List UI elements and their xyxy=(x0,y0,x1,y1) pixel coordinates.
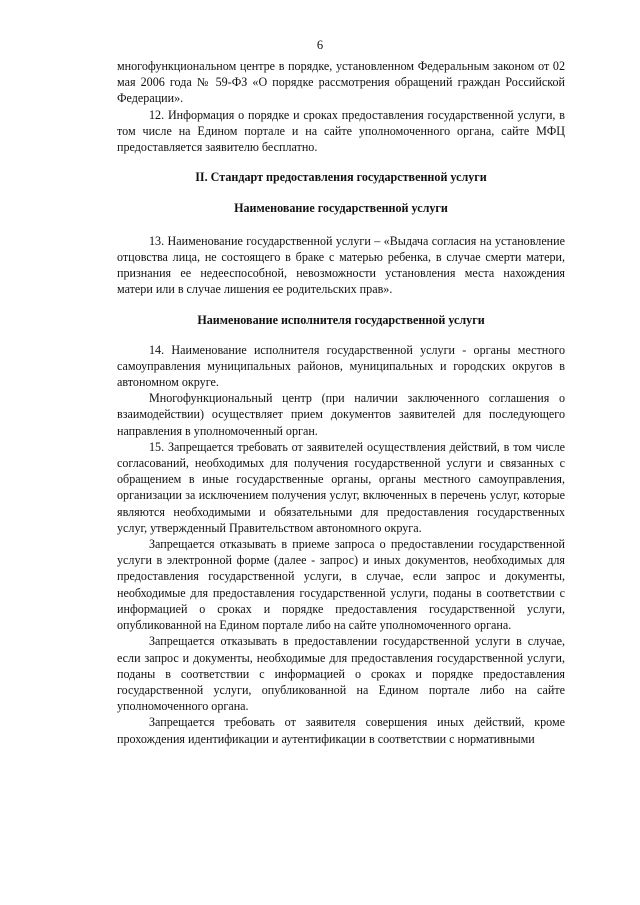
paragraph-13: 13. Наименование государственной услуги – «Выдача согласия на установление отцовства лица, не состоящего в браке с матерью ребенка, в случае смерти матери, признания ее недееспособной, невозможности установления места нахождения матери или в случае лишения ее родительских прав». xyxy=(117,233,565,297)
paragraph-identification: Запрещается требовать от заявителя совершения иных действий, кроме прохождения идентификации и аутентификации в соответствии с нормативными xyxy=(117,715,565,746)
section-heading: II. Стандарт предоставления государственной услуги xyxy=(195,170,487,185)
paragraph-refusal-service: Запрещается отказывать в предоставлении государственной услуги в случае, если запрос и документы, необходимые для предоставления государственной услуги, поданы в соответствии с информацией о сроках и порядке предоставления государственной услуги, опубликованной на Едином портале либо на сайте уполномоченного органа. xyxy=(117,634,565,714)
paragraph-14: 14. Наименование исполнителя государственной услуги - органы местного самоуправления муниципальных районов, муниципальных и городских округов в автономном округе. xyxy=(117,342,565,390)
paragraph-continuation: многофункциональном центре в порядке, установленном Федеральным законом от 02 мая 2006 года № 59-ФЗ «О порядке рассмотрения обращений граждан Российской Федерации». xyxy=(117,59,565,106)
paragraph-refusal-request: Запрещается отказывать в приеме запроса о предоставлении государственной услуги в электронной форме (далее - запрос) и иных документов, необходимых для предоставления государственной услуги, в случае, если запрос и документы, необходимые для предоставления государственной услуги, поданы в соответствии с информацией о сроках и порядке предоставления государственной услуги, опубликованной на Едином портале либо на сайте уполномоченного органа. xyxy=(117,537,565,633)
page-number: 6 xyxy=(316,38,324,52)
subheading-service-executor: Наименование исполнителя государственной услуги xyxy=(197,313,485,328)
paragraph-mfc: Многофункциональный центр (при наличии заключенного соглашения о взаимодействии) осуществляет прием документов заявителей для последующего направления в уполномоченный орган. xyxy=(117,391,565,438)
paragraph-12: 12. Информация о порядке и сроках предоставления государственной услуги, в том числе на Едином портале и на сайте уполномоченного органа, сайте МФЦ предоставляется заявителю бесплатно. xyxy=(117,107,565,155)
paragraph-15: 15. Запрещается требовать от заявителей осуществления действий, в том числе согласований, необходимых для получения государственной услуги и связанных с обращением в иные государственные органы, органы местного самоуправления, организации за исключением получения услуг, включенных в перечень услуг, которые являются необходимыми и обязательными для предоставления государственных услуг, утвержденный Правительством автономного округа. xyxy=(117,439,565,535)
document-body xyxy=(117,58,565,747)
subheading-service-name: Наименование государственной услуги xyxy=(234,201,448,216)
